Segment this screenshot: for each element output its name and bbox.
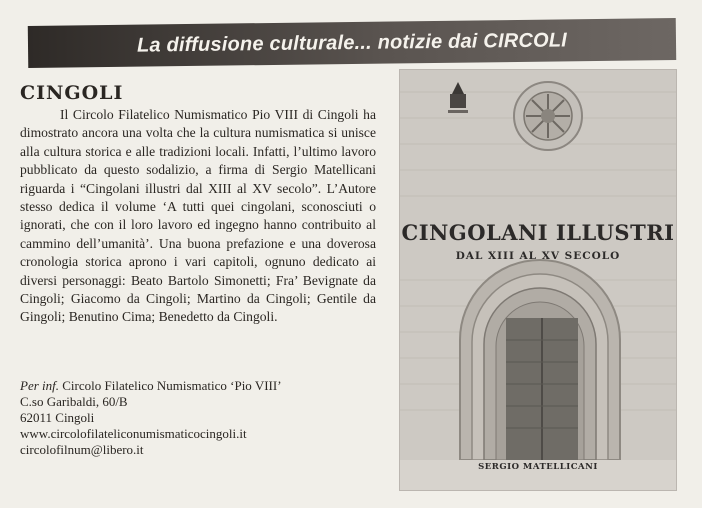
contact-street: C.so Garibaldi, 60/B — [20, 394, 128, 409]
cover-author: SERGIO MATELLICANI — [478, 462, 598, 472]
article-body: Il Circolo Filatelico Numismatico Pio VIII di Cingoli ha dimostrato ancora una volta che la cultura numismatica si unisce alla cultura storica e alle tradizioni locali. Infatti, l’ultimo lavoro pubblicato da questo sodalizio, a firma di Sergio Matellicani riguarda i “Cingolani illustri dal XIII al XV secolo”. L’Autore stesso dedica il volume ‘A tutti quei cingolani, sconosciuti o ignorati, che con il loro lavoro ed ingegno hanno contribuito al cammino dell’umanità’. Una buona prefazione e una doverosa cronologia storica aprono i vari capitoli, ognuno dedicato ai diversi personaggi: Beato Bartolo Simonetti; Fra’ Bevignate da Cingoli; Giacomo da Cingoli; Martino da Cingoli; Gentile da Gingoli; Benutino Cima; Benedetto da Cingoli. — [20, 107, 376, 325]
contact-city: 62011 Cingoli — [20, 410, 95, 425]
rose-window-icon — [514, 82, 582, 150]
contact-info — [20, 378, 380, 458]
article-heading: CINGOLI — [20, 82, 124, 104]
contact-email[interactable]: circolofilnum@libero.it — [20, 442, 144, 457]
contact-line-org — [20, 378, 380, 394]
cover-subtitle: DAL XIII AL XV SECOLO — [455, 250, 621, 262]
church-facade-illustration — [400, 70, 676, 490]
banner-title: La diffusione culturale... notizie dai CIRCOLI — [136, 28, 568, 57]
contact-website[interactable]: www.circolofilateliconumismaticocingoli.it — [20, 426, 247, 441]
cover-title: CINGOLANI ILLUSTRI — [401, 220, 675, 245]
section-banner — [28, 18, 676, 68]
contact-lead: Per inf. — [20, 378, 59, 393]
contact-org: Circolo Filatelico Numismatico ‘Pio VIII’ — [62, 378, 282, 393]
article — [20, 82, 392, 327]
book-cover — [400, 70, 676, 490]
door — [506, 318, 578, 460]
